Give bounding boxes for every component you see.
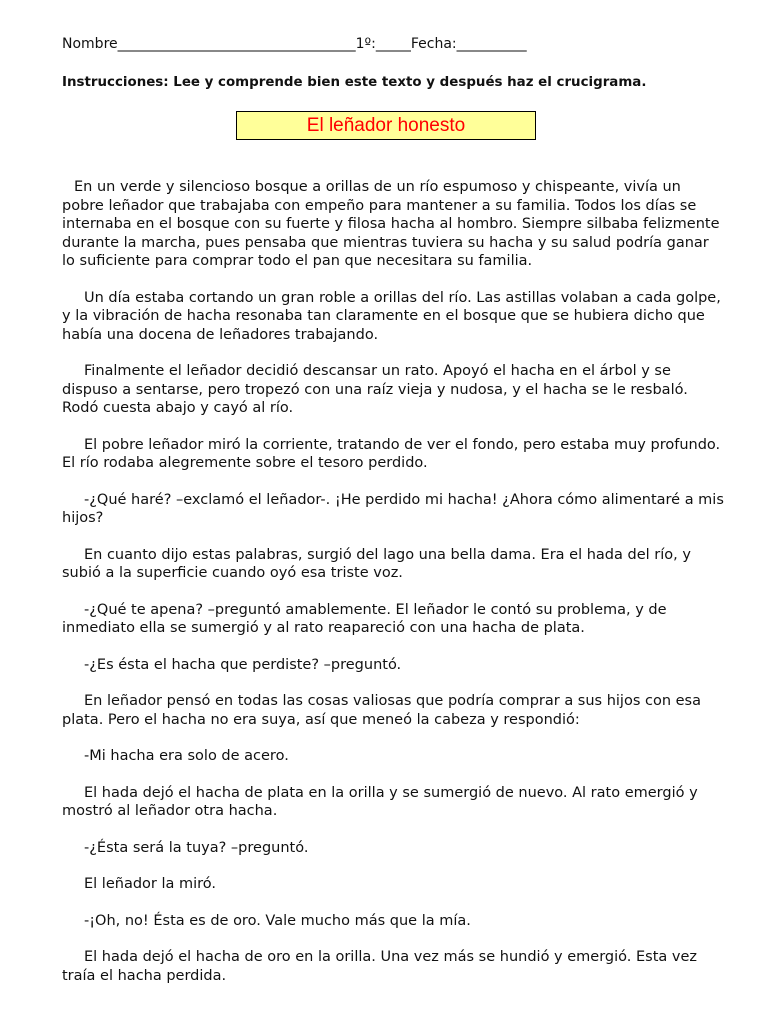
paragraph: Un día estaba cortando un gran roble a orillas del río. Las astillas volaban a cada golpe, y la vibración de hacha resonaba tan claramente en el bosque que se hubiera dicho que había una docena de leñadores trabajando. bbox=[62, 289, 721, 343]
paragraph: El pobre leñador miró la corriente, tratando de ver el fondo, pero estaba muy profundo. El río rodaba alegremente sobre el tesoro perdido. bbox=[62, 436, 721, 471]
paragraph: El hada dejó el hacha de plata en la orilla y se sumergió de nuevo. Al rato emergió y mostró al leñador otra hacha. bbox=[62, 784, 698, 819]
paragraph: En cuanto dijo estas palabras, surgió del lago una bella dama. Era el hada del río, y subió a la superficie cuando oyó esa triste voz. bbox=[62, 546, 691, 581]
paragraph: -¿Qué te apena? –preguntó amablemente. El leñador le contó su problema, y de inmediato ella se sumergió y al rato reapareció con una hacha de plata. bbox=[62, 601, 667, 636]
paragraph: -¡Oh, no! Ésta es de oro. Vale mucho más que la mía. bbox=[84, 912, 471, 929]
instructions-text: Instrucciones: Lee y comprende bien este texto y después haz el crucigrama. bbox=[62, 75, 647, 90]
paragraph: En leñador pensó en todas las cosas valiosas que podría comprar a sus hijos con esa plata. Pero el hacha no era suya, así que meneó la cabeza y respondió: bbox=[62, 693, 702, 728]
paragraph: -Mi hacha era solo de acero. bbox=[84, 748, 289, 764]
paragraph: -¿Es ésta el hacha que perdiste? –preguntó. bbox=[84, 656, 402, 673]
paragraph: En un verde y silencioso bosque a orillas de un río espumoso y chispeante, vivía un pobre leñador que trabajaba con empeño para mantener a su familia. Todos los días se internaba en el bosque con su fuerte y filosa hacha al hombro. Siempre silbaba felizmente durante la marcha, pues pensaba que mientras tuviera su hacha y su salud podría ganar lo suficiente para comprar todo el pan que necesitara su familia. bbox=[62, 179, 720, 269]
name-date-line: Nombre__________________________________1º:_____Fecha:__________ bbox=[62, 36, 527, 52]
paragraph: -¿Ésta será la tuya? –preguntó. bbox=[84, 839, 309, 856]
title-box bbox=[236, 111, 536, 140]
story-title: El leñador honesto bbox=[306, 114, 466, 136]
story-body bbox=[62, 178, 726, 1003]
paragraph: -¿Qué haré? –exclamó el leñador-. ¡He perdido mi hacha! ¿Ahora cómo alimentaré a mis hijos? bbox=[62, 491, 724, 526]
paragraph: El hada dejó el hacha de oro en la orilla. Una vez más se hundió y emergió. Esta vez traía el hacha perdida. bbox=[62, 949, 697, 984]
paragraph: Finalmente el leñador decidió descansar un rato. Apoyó el hacha en el árbol y se dispuso a sentarse, pero tropezó con una raíz vieja y nudosa, y el hacha se le resbaló. Rodó cuesta abajo y cayó al río. bbox=[62, 363, 688, 416]
paragraph: El leñador la miró. bbox=[84, 876, 217, 892]
